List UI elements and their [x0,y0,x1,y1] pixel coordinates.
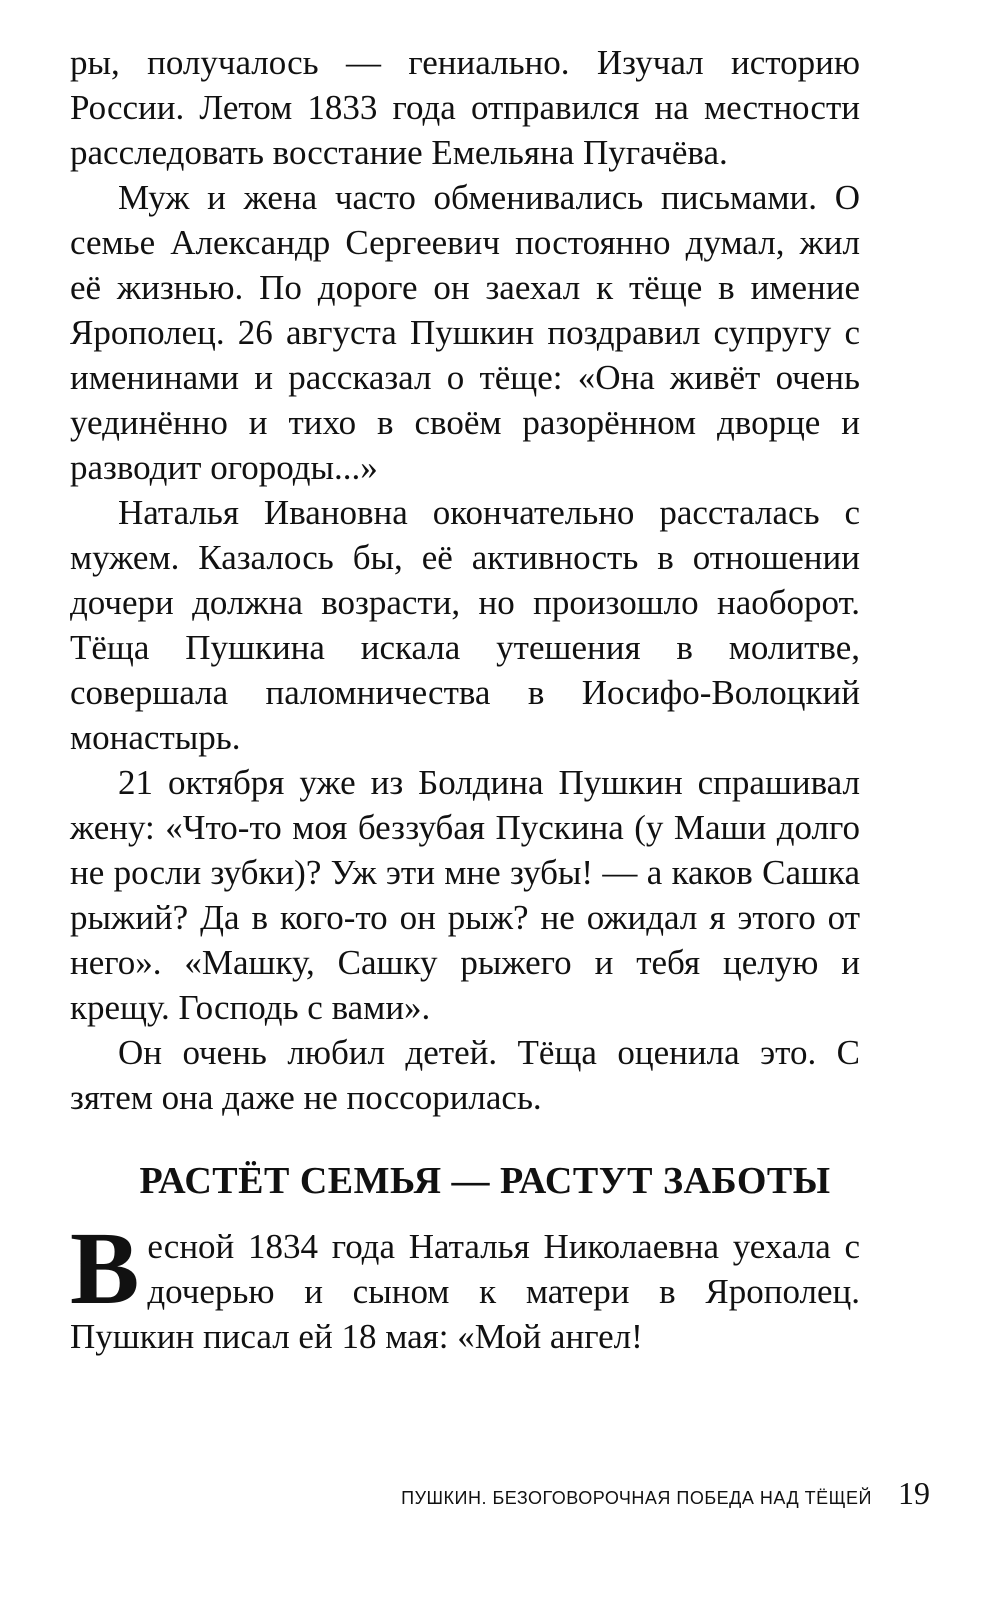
page-body [70,40,860,1359]
section-paragraph [70,1211,860,1359]
paragraph: 21 октября уже из Болдина Пушкин спрашивал жену: «Что-то моя беззубая Пускина (у Маши долго не росли зубки)? Уж эти мне зубы! — а каков Сашка рыжий? Да в кого-то он рыж? не ожидал я этого от него». «Машку, Сашку рыжего и тебя целую и крещу. Господь с вами». [70,763,860,1027]
section-heading: РАСТЁТ СЕМЬЯ — РАСТУТ ЗАБОТЫ [139,1160,831,1202]
drop-cap: В [70,1211,140,1326]
paragraph: Он очень любил детей. Тёща оценила это. С зятем она даже не поссорилась. [70,1033,860,1117]
paragraph: ры, получалось — гениально. Изучал историю России. Летом 1833 года отправился на местности расследовать восстание Емельяна Пугачёва. [70,43,860,172]
page-footer [401,1475,930,1512]
paragraph: Наталья Ивановна окончательно рассталась с мужем. Казалось бы, её активность в отношении дочери должна возрасти, но произошло наоборот. Тёща Пушкина искала утешения в молитве, совершала паломничества в Иосифо-Волоцкий монастырь. [70,493,860,757]
section-paragraph-text: есной 1834 года Наталья Николаевна уехала с дочерью и сыном к матери в Ярополец. Пушкин писал ей 18 мая: «Мой ангел! [70,1227,860,1356]
paragraph: Муж и жена часто обменивались письмами. О семье Александр Сергеевич постоянно думал, жил её жизнью. По дороге он заехал к тёще в имение Ярополец. 26 августа Пушкин поздравил супругу с именинами и рассказал о тёще: «Она живёт очень уединённо и тихо в своём разорённом дворце и разводит огороды...» [70,178,860,487]
running-title: ПУШКИН. БЕЗОГОВОРОЧНАЯ ПОБЕДА НАД ТЁЩЕЙ [401,1488,872,1508]
page-number: 19 [898,1475,930,1511]
